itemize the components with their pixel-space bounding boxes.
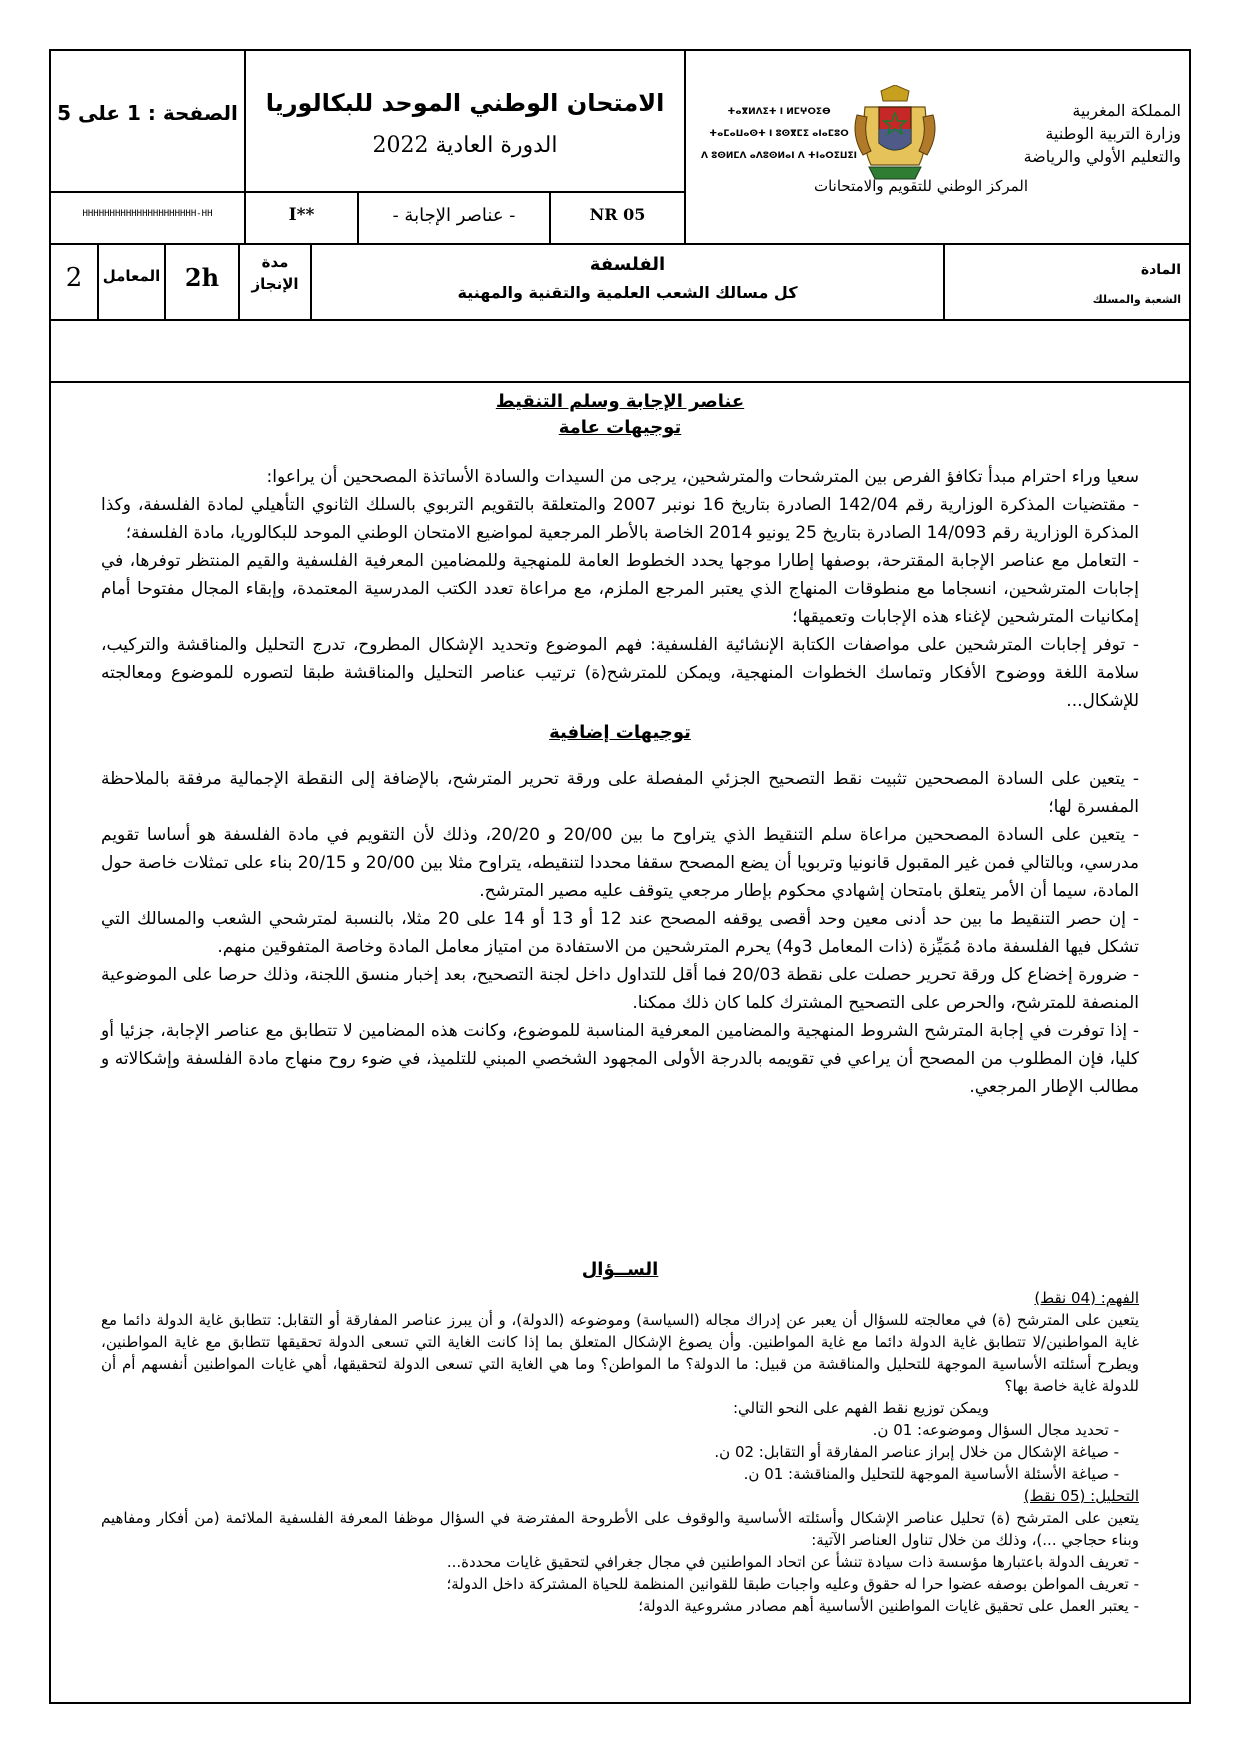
extra-item-2: - يتعين على السادة المصححين مراعاة سلم التنقيط الذي يتراوح ما بين 20/00 و 20/20، وذلك لأن التقويم في مادة الفلسفة هو أساسا تقويم مدرسي، وبالتالي فمن غير المقبول قانونيا وتربويا أن يضع المصحح سقفا محددا لتنقيطه، يتراوح مثلا بين 20/00 و 20/15 بناء على تمثلات خاصة حول المادة، سيما أن الأمر يتعلق بامتحان إشهادي محكوم بإطار مرجعي يتوقف عليه مصير المترشح. bbox=[101, 825, 1139, 901]
track-label: الشعبة والمسلك bbox=[1092, 293, 1181, 306]
analysis-label: التحليل: (05 نقط) bbox=[1023, 1487, 1139, 1505]
analysis-item-3: - يعتبر العمل على تحقيق غايات المواطنين الأساسية أهم مصادر مشروعية الدولة؛ bbox=[638, 1597, 1139, 1615]
extra-item-4: - ضرورة إخضاع كل ورقة تحرير حصلت على نقطة 20/03 فما أقل للتداول داخل لجنة التصحيح، بعد إخبار منسق اللجنة، وذلك حرصا على الموضوعية المنصفة للمترشح، والحرص على التصحيح المشترك كلما كان ذلك ممكنا. bbox=[101, 965, 1139, 1013]
general-item-3: - توفر إجابات المترشحين على مواصفات الكتابة الإنشائية الفلسفية: فهم الموضوع وتحديد الإشكال المطروح، تدرج التحليل والمناقشة والتركيب، سلامة اللغة ووضوح الأفكار وتماسك الخطوات المنهجية، ويمكن للمترشح(ة) ترتيب عناصر التحليل والمناقشة طبقا لتصوره للموضوع ومعالجته للإشكال... bbox=[101, 635, 1139, 711]
analysis-text: يتعين على المترشح (ة) تحليل عناصر الإشكال وأسئلته الأساسية والوقوف على الأطروحة المفترضة في السؤال موظفا المعرفة الفلسفية الملائمة (من أفكار ومفاهيم وبناء حجاجي ...)، وذلك من خلال تناول العناصر الآتية: bbox=[101, 1509, 1139, 1549]
intro-paragraph: سعيا وراء احترام مبدأ تكافؤ الفرص بين المترشحات والمترشحين، يرجى من السيدات والسادة الأساتذة المصححين أن يراعوا: bbox=[266, 467, 1139, 487]
question-section bbox=[101, 1259, 1139, 1617]
exam-title: الامتحان الوطني الموحد للبكالوريا bbox=[265, 89, 665, 117]
ministry-education: وزارة التربية الوطنية bbox=[1045, 124, 1181, 143]
tifinagh-line-2: ⵜⴰⵎⴰⵡⴰⵙⵜ ⵏ ⵓⵙⴳⵎⵉ ⴰⵏⴰⵎⵓⵔ bbox=[709, 129, 849, 139]
understanding-text: يتعين على المترشح (ة) في معالجته للسؤال أن يعبر عن إدراك مجاله (السياسة) وموضوعه (الدولة)، و أن يبرز عناصر المفارقة أو التقابل: تتطابق غاية الدولة دائما مع غاية المواطنين/لا تتطابق غاية الدولة دائما مع غاية المواطنين. وأن يصوغ الإشكال المتعلق بما إذا كانت الغاية التي تسعى الدولة تحقيقها تتطابق مع غاية المواطنين، ويطرح أسئلته الأساسية الموجهة للتحليل والمناقشة من قبيل: ما الدولة؟ ما المواطن؟ وما هي الغاية التي تسعى الدولة لتحقيقها، أهي غايات المواطنين أنفسهم أم أن للدولة غاية خاصة بها؟ bbox=[101, 1311, 1139, 1395]
extra-item-3: - إن حصر التنقيط ما بين حد أدنى معين وحد أقصى يوقفه المصحح عند 12 أو 13 أو 14 على 20 مثلا، بالنسبة لمترشحي الشعب والمسالك التي تشكل فيها الفلسفة مادة مُمَيِّزة (ذات المعامل 3و4) يحرم المترشحين من الاستفادة من امتياز معامل المادة وخاصة المتفوقين منهم. bbox=[101, 909, 1140, 957]
duration-value: 2h bbox=[184, 263, 220, 292]
ministry-primary: والتعليم الأولي والرياضة bbox=[1023, 147, 1181, 166]
page-number: الصفحة : 1 على 5 bbox=[57, 101, 238, 125]
coefficient-value: 2 bbox=[65, 263, 83, 293]
question-heading: الســؤال bbox=[581, 1259, 659, 1280]
extra-guidelines-heading: توجيهات إضافية bbox=[549, 722, 691, 743]
general-item-1: - مقتضيات المذكرة الوزارية رقم 142/04 الصادرة بتاريخ 16 نونبر 2007 والمتعلقة بالتقويم التربوي بالسلك الثانوي التأهيلي لمادة الفلسفة، وكذا المذكرة الوزارية رقم 14/093 الصادرة بتاريخ 25 يونيو 2014 الخاصة بالأطر المرجعية لمواضيع الامتحان الوطني الموحد للبكالوريا، مادة الفلسفة؛ bbox=[101, 495, 1139, 543]
exam-code-hash: HHHHHHHHHHHHHHHHHHHHH-HH bbox=[82, 209, 213, 219]
duration-label-line-1: مدة bbox=[261, 253, 289, 271]
distribution-intro: ويمكن توزيع نقط الفهم على النحو التالي: bbox=[732, 1399, 989, 1417]
ministry-center: المركز الوطني للتقويم والامتحانات bbox=[813, 177, 1029, 195]
ministry-kingdom: المملكة المغربية bbox=[1072, 101, 1181, 120]
general-item-2: - التعامل مع عناصر الإجابة المقترحة، بوصفها إطارا موجها يحدد الخطوط العامة للمنهجية وللمضامين المعرفية الفلسفية والقيم المنتظر توفرها، في إجابات المترشحين، انسجاما مع منطوقات المنهاج الذي يعتبر المرجع الملزم، مع مراعاة تعدد الكتب المدرسية المعتمدة، وإبقاء المجال مفتوحا أمام إمكانيات المترشحين لإغناء هذه الإجابات وتعميقها؛ bbox=[101, 551, 1139, 627]
nr-code: NR 05 bbox=[589, 205, 646, 224]
duration-label-line-2: الإنجاز bbox=[251, 275, 299, 293]
coefficient-label: المعامل bbox=[102, 267, 161, 285]
analysis-item-1: - تعريف الدولة باعتبارها مؤسسة ذات سيادة تنشأ عن اتحاد المواطنين في مجال جغرافي لتحقيق غايات محددة... bbox=[446, 1553, 1139, 1571]
extra-item-1: - يتعين على السادة المصححين تثبيت نقط التصحيح الجزئي المفصلة على ورقة تحرير المترشح، بالإضافة إلى النقطة الإجمالية مرفقة بالملاحظة المفسرة لها؛ bbox=[101, 769, 1139, 817]
subject-track: كل مسالك الشعب العلمية والتقنية والمهنية bbox=[457, 283, 798, 302]
answer-key-body bbox=[101, 389, 1139, 1101]
subject-label: المادة bbox=[1140, 262, 1181, 278]
page-frame bbox=[49, 49, 1191, 1704]
exam-session: الدورة العادية 2022 bbox=[372, 133, 558, 158]
tifinagh-line-3: ⴷ ⵓⵙⵍⵎⴷ ⴰⴷⵓⵙⵍⴰⵏ ⴷ ⵜⵏⴰⵔⵉⵡⵉⵏ bbox=[701, 151, 857, 161]
answer-elements-label: - عناصر الإجابة - bbox=[392, 205, 516, 226]
exam-header bbox=[51, 51, 1189, 383]
main-heading: عناصر الإجابة وسلم التنقيط bbox=[495, 391, 745, 412]
distribution-item-3: - صياغة الأسئلة الأساسية الموجهة للتحليل والمناقشة: 01 ن. bbox=[743, 1465, 1119, 1483]
distribution-item-2: - صياغة الإشكال من خلال إبراز عناصر المفارقة أو التقابل: 02 ن. bbox=[714, 1443, 1119, 1461]
understanding-label: الفهم: (04 نقط) bbox=[1034, 1289, 1139, 1307]
extra-item-5: - إذا توفرت في إجابة المترشح الشروط المنهجية والمضامين المعرفية المناسبة للموضوع، وكانت هذه المضامين لا تتطابق مع عناصر الإجابة، جزئيا أو كليا، فإن المطلوب من المصحح أن يراعي في تقويمه بالدرجة الأولى المجهود الشخصي المبني للتلميذ، في ضوء روح منهاج مادة الفلسفة وإشكالاته و مطالب الإطار المرجعي. bbox=[101, 1021, 1139, 1097]
subject-name: الفلسفة bbox=[589, 254, 666, 275]
coat-of-arms-icon bbox=[851, 85, 939, 185]
general-guidelines-heading: توجيهات عامة bbox=[558, 417, 682, 438]
distribution-item-1: - تحديد مجال السؤال وموضوعه: 01 ن. bbox=[872, 1421, 1119, 1439]
analysis-item-2: - تعريف المواطن بوصفه عضوا حرا له حقوق وعليه واجبات طبقا للقوانين المنظمة للحياة المشتركة داخل الدولة؛ bbox=[446, 1575, 1139, 1593]
exam-code-stars: I** bbox=[288, 205, 315, 225]
tifinagh-line-1: ⵜⴰⴳⵍⴷⵉⵜ ⵏ ⵍⵎⵖⵔⵉⴱ bbox=[727, 107, 831, 117]
